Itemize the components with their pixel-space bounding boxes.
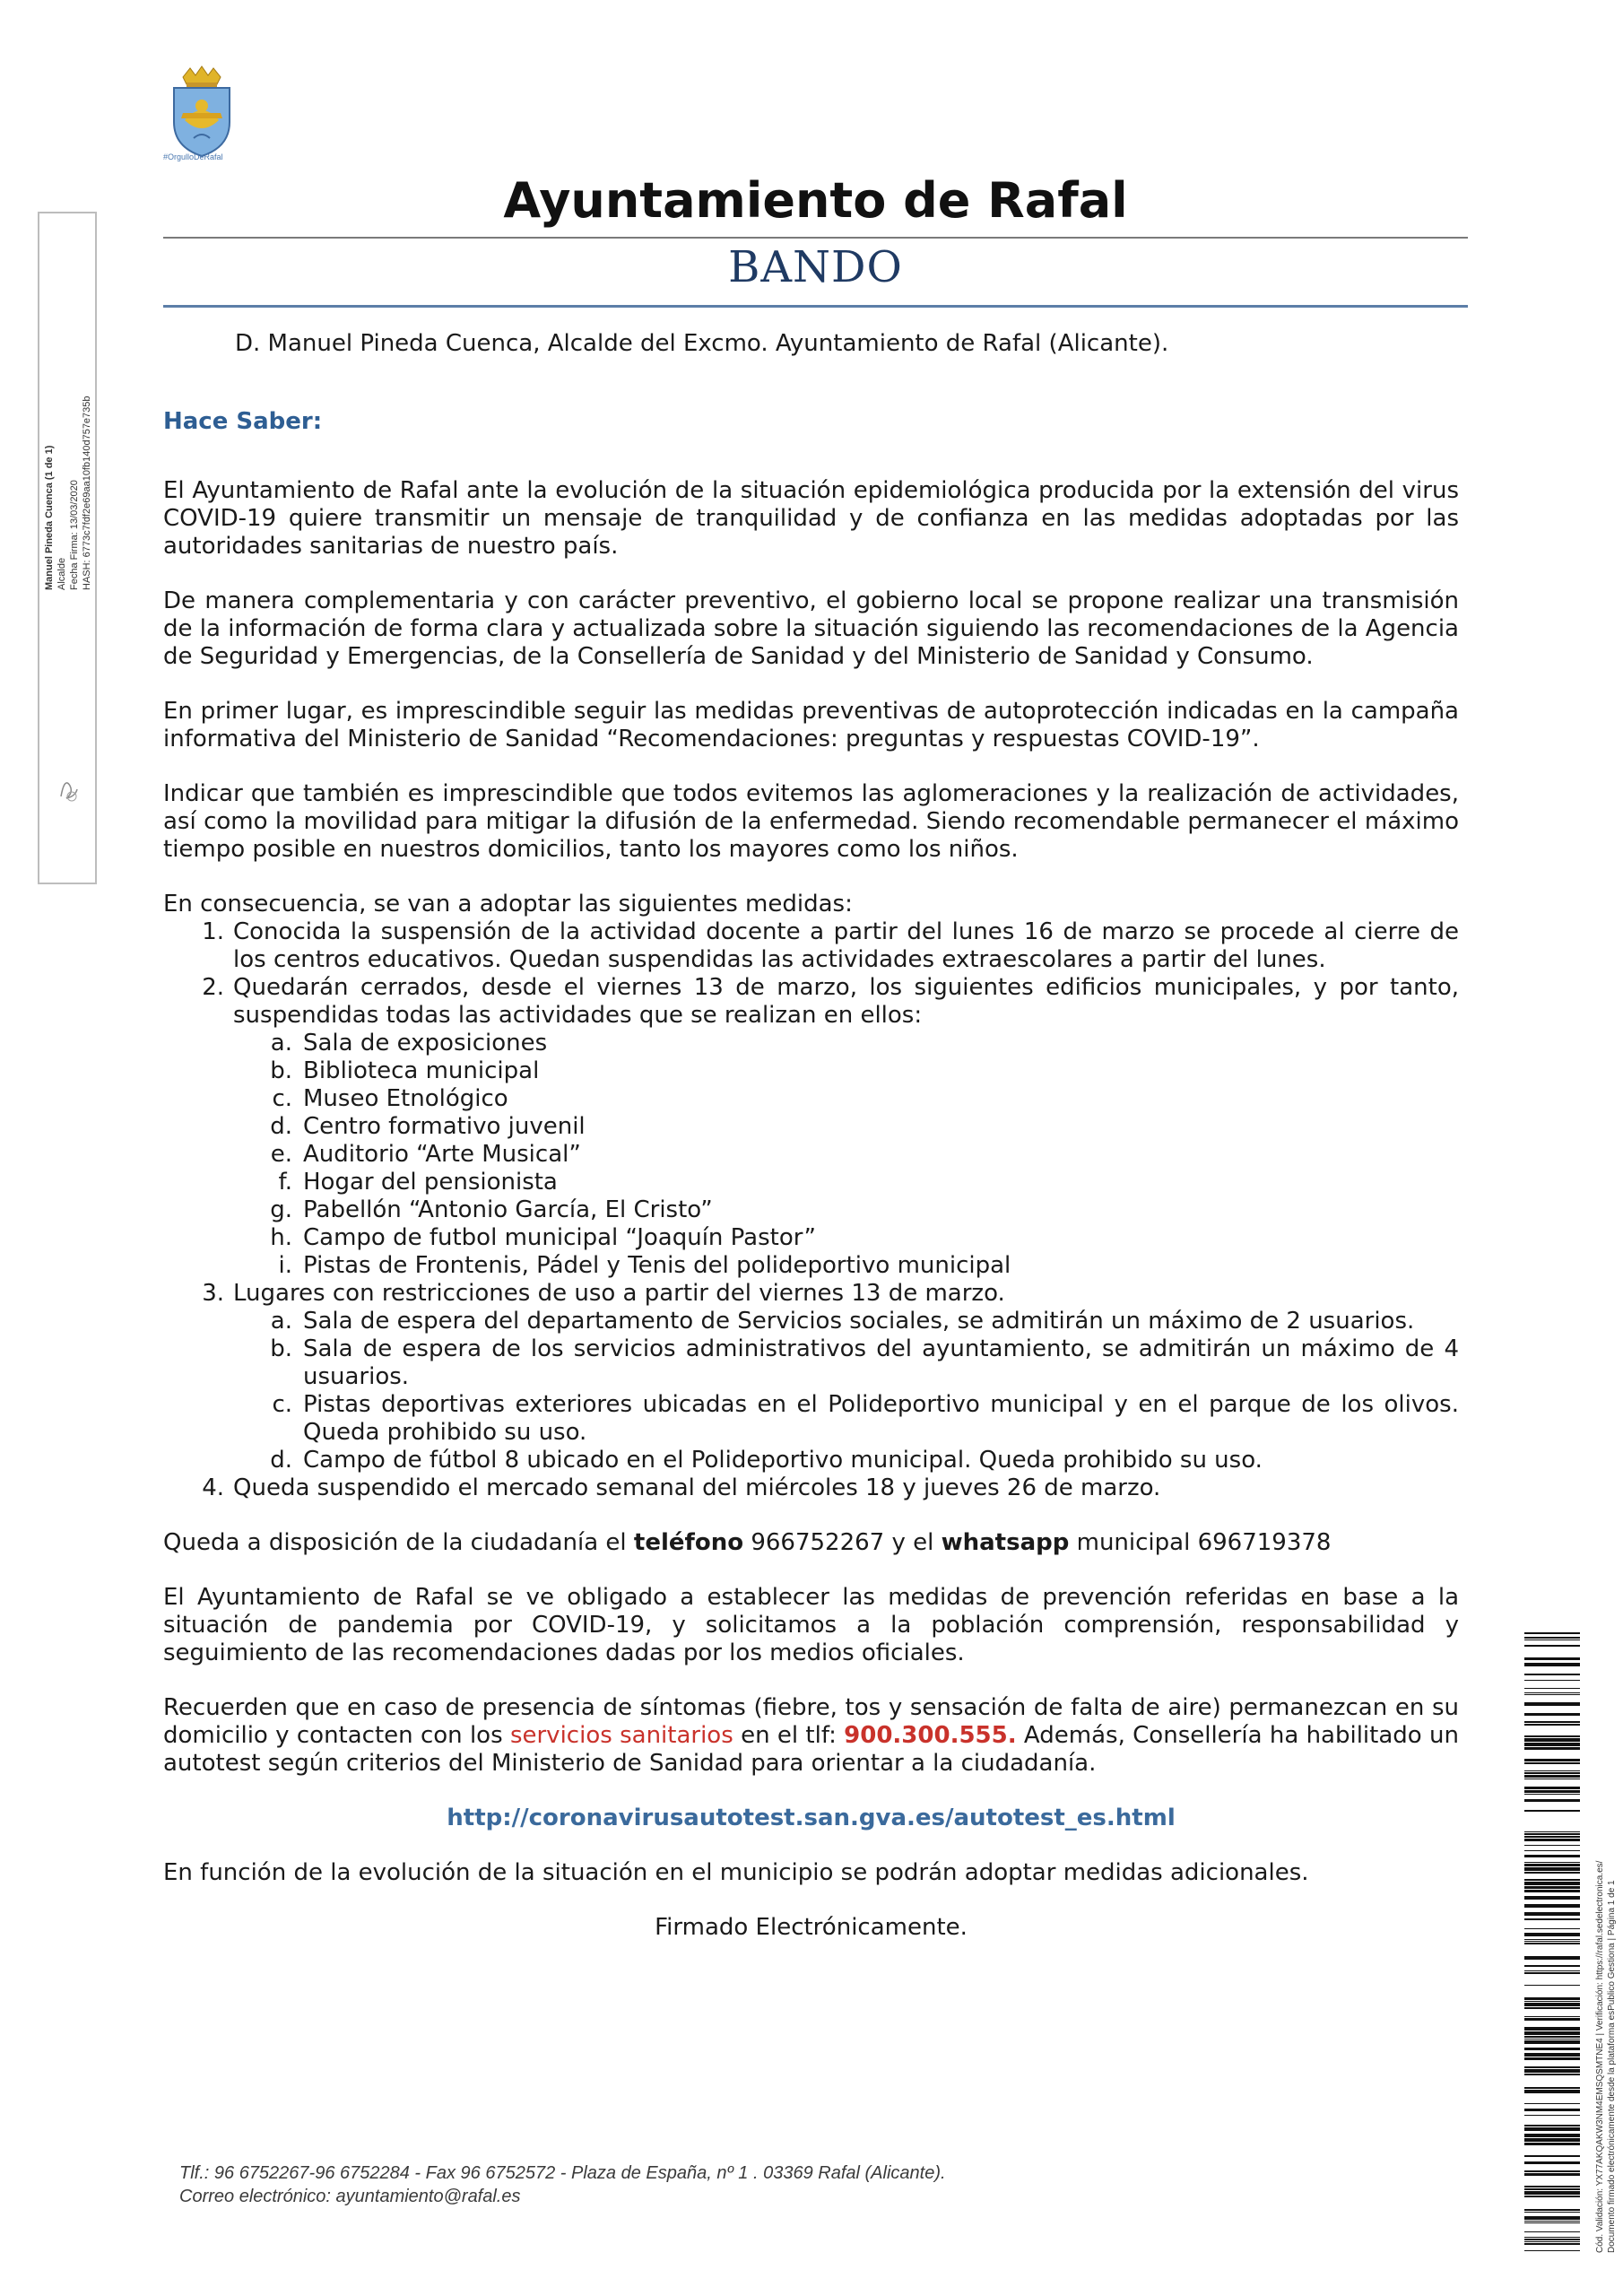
sub-text: Biblioteca municipal bbox=[303, 1057, 540, 1084]
signature-mark-icon bbox=[56, 770, 81, 805]
sub-number: a. bbox=[270, 1030, 292, 1057]
barcode-stripe bbox=[1524, 2138, 1580, 2142]
measure-text: Queda suspendido el mercado semanal del miércoles 18 y jueves 26 de marzo. bbox=[233, 1474, 1161, 1501]
barcode-stripe bbox=[1524, 2231, 1580, 2232]
sub-number: g. bbox=[270, 1196, 292, 1223]
measures-list bbox=[163, 918, 1459, 1502]
heading-divider bbox=[163, 305, 1468, 308]
barcode-stripe bbox=[1524, 2057, 1580, 2060]
barcode-stripe bbox=[1524, 2103, 1580, 2104]
barcode-stripe bbox=[1524, 2155, 1580, 2157]
barcode-stripe bbox=[1524, 1810, 1580, 1812]
restriction-item bbox=[233, 1335, 1459, 1391]
barcode-stripe bbox=[1524, 2222, 1580, 2223]
paragraph-2: De manera complementaria y con carácter preventivo, el gobierno local se propone realizar una transmisión de la información de forma clara y actualizada sobre la situación siguiendo las recomendaciones de la Agencia de Seguridad y Emergencias, de la Consellería de Sanidad y del Ministerio de Sanidad y Consumo. bbox=[163, 587, 1459, 670]
closed-building-item bbox=[233, 1113, 1459, 1141]
barcode-stripe bbox=[1524, 1787, 1580, 1789]
footer-contact bbox=[179, 2161, 946, 2208]
barcode-stripe bbox=[1524, 1896, 1580, 1900]
barcode-stripe bbox=[1524, 1775, 1580, 1778]
barcode-stripe bbox=[1524, 2196, 1580, 2197]
stamp-role: Alcalde bbox=[56, 557, 67, 590]
closed-building-item bbox=[233, 1057, 1459, 1085]
sub-number: f. bbox=[278, 1169, 292, 1196]
barcode-stripe bbox=[1524, 2243, 1580, 2245]
barcode-stripe bbox=[1524, 1645, 1580, 1647]
barcode-stripe bbox=[1524, 1639, 1580, 1640]
barcode-stripe bbox=[1524, 1692, 1580, 1693]
paragraph-1: El Ayuntamiento de Rafal ante la evolución de la situación epidemiológica producida por la extensión del virus COVID-19 quiere transmitir un mensaje de tranquilidad y de confianza en las medidas adoptadas por las autoridades sanitarias de nuestro país. bbox=[163, 477, 1459, 560]
barcode-stripe bbox=[1524, 1772, 1580, 1774]
barcode-stripe bbox=[1524, 2173, 1580, 2176]
sub-text: Campo de futbol municipal “Joaquín Pastor” bbox=[303, 1224, 816, 1251]
barcode-stripe bbox=[1524, 1985, 1580, 1986]
p6-text-a: Recuerden que en caso de presencia de síntomas (fiebre, tos y sensación de falta de aire) permanezcan en su domicilio y contacten con los bbox=[163, 1694, 1459, 1749]
barcode-stripe bbox=[1524, 1890, 1580, 1892]
barcode-stripe bbox=[1524, 2216, 1580, 2220]
barcode-stripe bbox=[1524, 2001, 1580, 2002]
municipal-crest-logo bbox=[163, 65, 240, 163]
barcode-stripe bbox=[1524, 1918, 1580, 1920]
measure-number: 2. bbox=[202, 974, 224, 1001]
barcode-stripe bbox=[1524, 2125, 1580, 2126]
barcode-stripe bbox=[1524, 1674, 1580, 1675]
sub-text: Pabellón “Antonio García, El Cristo” bbox=[303, 1196, 713, 1223]
barcode-stripe bbox=[1524, 2053, 1580, 2057]
barcode-stripe bbox=[1524, 1799, 1580, 1802]
sub-number: b. bbox=[270, 1335, 292, 1362]
barcode-stripe bbox=[1524, 2237, 1580, 2238]
sub-number: c. bbox=[272, 1085, 292, 1112]
barcode-stripe bbox=[1524, 2040, 1580, 2044]
barcode-stripe bbox=[1524, 2115, 1580, 2116]
measure-item bbox=[163, 974, 1459, 1280]
measure-text: Conocida la suspensión de la actividad docente a partir del lunes 16 de marzo se procede al cierre de los centros educativos. Quedan suspendidas las actividades extraescolares a partir del lunes. bbox=[233, 918, 1459, 973]
barcode-stripe bbox=[1524, 2221, 1580, 2222]
paragraph-3: En primer lugar, es imprescindible seguir las medidas preventivas de autoprotección indicadas en la campaña informativa del Ministerio de Sanidad “Recomendaciones: preguntas y respuestas COVID-19”. bbox=[163, 698, 1459, 752]
contact-pre: Queda a disposición de la ciudadanía el bbox=[163, 1529, 634, 1556]
health-services-link[interactable]: servicios sanitarios bbox=[509, 1722, 733, 1749]
sub-text: Museo Etnológico bbox=[303, 1085, 508, 1112]
barcode-stripe bbox=[1524, 2239, 1580, 2240]
barcode-stripe bbox=[1524, 2003, 1580, 2006]
barcode-stripe bbox=[1524, 2018, 1580, 2021]
measure-number: 4. bbox=[202, 1474, 224, 1501]
barcode-stripe bbox=[1524, 2241, 1580, 2242]
barcode-stripe bbox=[1524, 2027, 1580, 2031]
p6-text-b: en el tlf: bbox=[733, 1722, 845, 1749]
crest-caption: #OrgulloDeRafal bbox=[163, 152, 223, 161]
title-divider bbox=[163, 237, 1468, 239]
barcode-stripe bbox=[1524, 1997, 1580, 2000]
restriction-item bbox=[233, 1447, 1459, 1474]
measure-text: Quedarán cerrados, desde el viernes 13 de marzo, los siguientes edificios municipales, y por tanto, suspendidas todas las actividades que se realizan en ellos: bbox=[233, 974, 1459, 1029]
barcode-stripe bbox=[1524, 2250, 1580, 2251]
barcode-stripe bbox=[1524, 2161, 1580, 2164]
barcode-stripe bbox=[1524, 1965, 1580, 1967]
barcode-stripe bbox=[1524, 2188, 1580, 2190]
barcode-stripe bbox=[1524, 1933, 1580, 1936]
barcode-stripe bbox=[1524, 1724, 1580, 1726]
barcode-stripe bbox=[1524, 1694, 1580, 1695]
hace-saber-heading: Hace Saber: bbox=[163, 408, 323, 435]
stamp-hash: HASH: 6773c7fdf2e69aa10fb140d757e735b bbox=[82, 396, 92, 590]
measure-item bbox=[163, 918, 1459, 974]
barcode-stripe bbox=[1524, 1864, 1580, 1866]
barcode-stripe bbox=[1524, 1762, 1580, 1764]
barcode-stripe bbox=[1524, 2090, 1580, 2093]
barcode-stripe bbox=[1524, 2134, 1580, 2137]
sub-text: Pistas deportivas exteriores ubicadas en el Polideportivo municipal y en el parque de los olivos. Queda prohibido su uso. bbox=[303, 1391, 1459, 1446]
barcode-stripe bbox=[1524, 1882, 1580, 1885]
sub-text: Hogar del pensionista bbox=[303, 1169, 558, 1196]
measure-item bbox=[163, 1280, 1459, 1474]
signature-stamp bbox=[38, 212, 97, 884]
health-phone-number: 900.300.555. bbox=[844, 1722, 1017, 1749]
sub-number: d. bbox=[270, 1113, 292, 1140]
closed-building-item bbox=[233, 1196, 1459, 1224]
closed-building-item bbox=[233, 1252, 1459, 1280]
sub-text: Pistas de Frontenis, Pádel y Tenis del polideportivo municipal bbox=[303, 1252, 1011, 1279]
barcode-stripe bbox=[1524, 2186, 1580, 2187]
barcode-stripe bbox=[1524, 1972, 1580, 1974]
closed-building-item bbox=[233, 1085, 1459, 1113]
paragraph-5: El Ayuntamiento de Rafal se ve obligado a establecer las medidas de prevención referidas en base a la situación de pandemia por COVID-19, y solicitamos a la población comprensión, responsabilidad y seguimiento de las recomendaciones dadas por los medios oficiales. bbox=[163, 1584, 1459, 1666]
sub-text: Auditorio “Arte Musical” bbox=[303, 1141, 581, 1168]
barcode-stripe bbox=[1524, 1759, 1580, 1761]
barcode-stripe bbox=[1524, 1956, 1580, 1960]
barcode-stripe bbox=[1524, 1886, 1580, 1889]
barcode-stripe bbox=[1524, 2069, 1580, 2073]
barcode-stripe bbox=[1524, 1632, 1580, 1634]
barcode-stripe bbox=[1524, 2066, 1580, 2068]
barcode-stripe bbox=[1524, 1688, 1580, 1689]
validation-code: Cód. Validación: YX77AKQAKW3NM4EMSQSMTNE4 | Verificación: https://rafal.sedelectronica.es/ bbox=[1595, 1860, 1605, 2253]
barcode-stripe bbox=[1524, 2127, 1580, 2131]
barcode-stripe bbox=[1524, 1836, 1580, 1838]
sub-text: Campo de fútbol 8 ubicado en el Polideportivo municipal. Queda prohibido su uso. bbox=[303, 1447, 1263, 1474]
paragraph-4: Indicar que también es imprescindible que todos evitemos las aglomeraciones y la realización de actividades, así como la movilidad para mitigar la difusión de la enfermedad. Siendo recomendable permanecer el máximo tiempo posible en nuestros domicilios, tanto los mayores como los niños. bbox=[163, 780, 1459, 863]
barcode-stripe bbox=[1524, 1939, 1580, 1940]
barcode-stripe bbox=[1524, 1872, 1580, 1874]
barcode-stripe bbox=[1524, 2007, 1580, 2009]
barcode-stripe bbox=[1524, 1904, 1580, 1908]
page-title: Ayuntamiento de Rafal bbox=[503, 172, 1128, 229]
closed-building-item bbox=[233, 1141, 1459, 1169]
barcode-stripe bbox=[1524, 1713, 1580, 1716]
closed-building-item bbox=[233, 1224, 1459, 1252]
sub-number: c. bbox=[272, 1391, 292, 1418]
p6-text-c: Además, Consellería ha habilitado un autotest según criterios del Ministerio de Sanidad para orientar a la ciudadanía. bbox=[163, 1722, 1459, 1777]
barcode-stripe bbox=[1524, 2031, 1580, 2035]
barcode-stripe bbox=[1524, 1855, 1580, 1857]
validation-text bbox=[1594, 1860, 1617, 2262]
sub-number: a. bbox=[270, 1308, 292, 1335]
restriction-item bbox=[233, 1308, 1459, 1335]
barcode-stripe bbox=[1524, 1833, 1580, 1835]
barcode-stripe bbox=[1524, 2016, 1580, 2017]
barcode-stripe bbox=[1524, 1794, 1580, 1795]
barcode-stripe bbox=[1524, 1941, 1580, 1942]
barcode-stripe bbox=[1524, 1845, 1580, 1846]
barcode-stripe bbox=[1524, 1790, 1580, 1793]
barcode-stripe bbox=[1524, 1839, 1580, 1841]
footer-address: Tlf.: 96 6752267-96 6752284 - Fax 96 6752572 - Plaza de España, nº 1 . 03369 Rafal (Alicante). bbox=[179, 2163, 946, 2183]
phone-number: 966752267 y el bbox=[743, 1529, 942, 1556]
sub-text: Sala de espera de los servicios administrativos del ayuntamiento, se admitirán un máximo de 4 usuarios. bbox=[303, 1335, 1459, 1390]
barcode-stripe bbox=[1524, 2109, 1580, 2111]
stamp-signer: Manuel Pineda Cuenca (1 de 1) bbox=[44, 445, 55, 590]
restriction-item bbox=[233, 1391, 1459, 1447]
barcode-stripe bbox=[1524, 1657, 1580, 1660]
barcode-stripe bbox=[1524, 2143, 1580, 2145]
barcode-stripe bbox=[1524, 1721, 1580, 1723]
barcode-stripe bbox=[1524, 1912, 1580, 1916]
barcode-stripe bbox=[1524, 1743, 1580, 1746]
measure-number: 3. bbox=[202, 1280, 224, 1307]
sub-text: Sala de exposiciones bbox=[303, 1030, 548, 1057]
measure-text: Lugares con restricciones de uso a partir del viernes 13 de marzo. bbox=[233, 1280, 1005, 1307]
barcode-stripe bbox=[1524, 1637, 1580, 1639]
barcode-stripe bbox=[1524, 1702, 1580, 1706]
measure-number: 1. bbox=[202, 918, 224, 945]
barcode-stripe bbox=[1524, 1850, 1580, 1851]
barcode-stripe bbox=[1524, 1970, 1580, 1971]
barcode-stripe bbox=[1524, 1747, 1580, 1750]
barcode-stripe bbox=[1524, 1680, 1580, 1681]
barcode-stripe bbox=[1524, 2209, 1580, 2211]
issuer-line: D. Manuel Pineda Cuenca, Alcalde del Excmo. Ayuntamiento de Rafal (Alicante). bbox=[235, 330, 1169, 357]
measure-item bbox=[163, 1474, 1459, 1502]
closed-building-item bbox=[233, 1169, 1459, 1196]
barcode-stripe bbox=[1524, 1831, 1580, 1832]
sub-number: h. bbox=[270, 1224, 292, 1251]
validation-barcode bbox=[1524, 1632, 1580, 2251]
measures-intro: En consecuencia, se van a adoptar las siguientes medidas: bbox=[163, 891, 853, 918]
barcode-stripe bbox=[1524, 1943, 1580, 1944]
barcode-stripe bbox=[1524, 2170, 1580, 2172]
barcode-stripe bbox=[1524, 1663, 1580, 1666]
sub-text: Centro formativo juvenil bbox=[303, 1113, 586, 1140]
sub-text: Sala de espera del departamento de Servicios sociales, se admitirán un máximo de 2 usuarios. bbox=[303, 1308, 1415, 1335]
barcode-stripe bbox=[1524, 2212, 1580, 2213]
barcode-stripe bbox=[1524, 2074, 1580, 2075]
barcode-stripe bbox=[1524, 2048, 1580, 2050]
barcode-stripe bbox=[1524, 2036, 1580, 2038]
signature-line: Firmado Electrónicamente. bbox=[655, 1914, 968, 1941]
sub-number: b. bbox=[270, 1057, 292, 1084]
barcode-stripe bbox=[1524, 2191, 1580, 2195]
footer-email: Correo electrónico: ayuntamiento@rafal.es bbox=[179, 2187, 521, 2206]
barcode-stripe bbox=[1524, 1735, 1580, 1737]
sub-number: i. bbox=[278, 1252, 292, 1279]
document-type-heading: BANDO bbox=[728, 242, 903, 292]
barcode-stripe bbox=[1524, 1879, 1580, 1881]
sub-number: d. bbox=[270, 1447, 292, 1474]
barcode-stripe bbox=[1524, 1770, 1580, 1771]
paragraph-7: En función de la evolución de la situación en el municipio se podrán adoptar medidas adicionales. bbox=[163, 1859, 1309, 1886]
barcode-stripe bbox=[1524, 1862, 1580, 1863]
bando-body bbox=[163, 330, 1459, 1942]
paragraph-6 bbox=[163, 1694, 1459, 1778]
whatsapp-number: municipal 696719378 bbox=[1069, 1529, 1332, 1556]
barcode-stripe bbox=[1524, 2087, 1580, 2089]
stamp-date: Fecha Firma: 13/03/2020 bbox=[69, 480, 80, 590]
closed-building-item bbox=[233, 1030, 1459, 1057]
autotest-url-link[interactable]: http://coronavirusautotest.san.gva.es/autotest_es.html bbox=[447, 1805, 1176, 1831]
phone-label: teléfono bbox=[633, 1529, 744, 1556]
whatsapp-label: whatsapp bbox=[941, 1529, 1070, 1556]
barcode-stripe bbox=[1524, 1738, 1580, 1742]
barcode-stripe bbox=[1524, 1867, 1580, 1871]
contact-line bbox=[163, 1529, 1459, 1557]
validation-platform: Documento firmado electrónicamente desde la plataforma esPublico Gestiona | Página 1 de 1 bbox=[1607, 1880, 1617, 2253]
sub-number: e. bbox=[270, 1141, 292, 1168]
barcode-stripe bbox=[1524, 1928, 1580, 1929]
